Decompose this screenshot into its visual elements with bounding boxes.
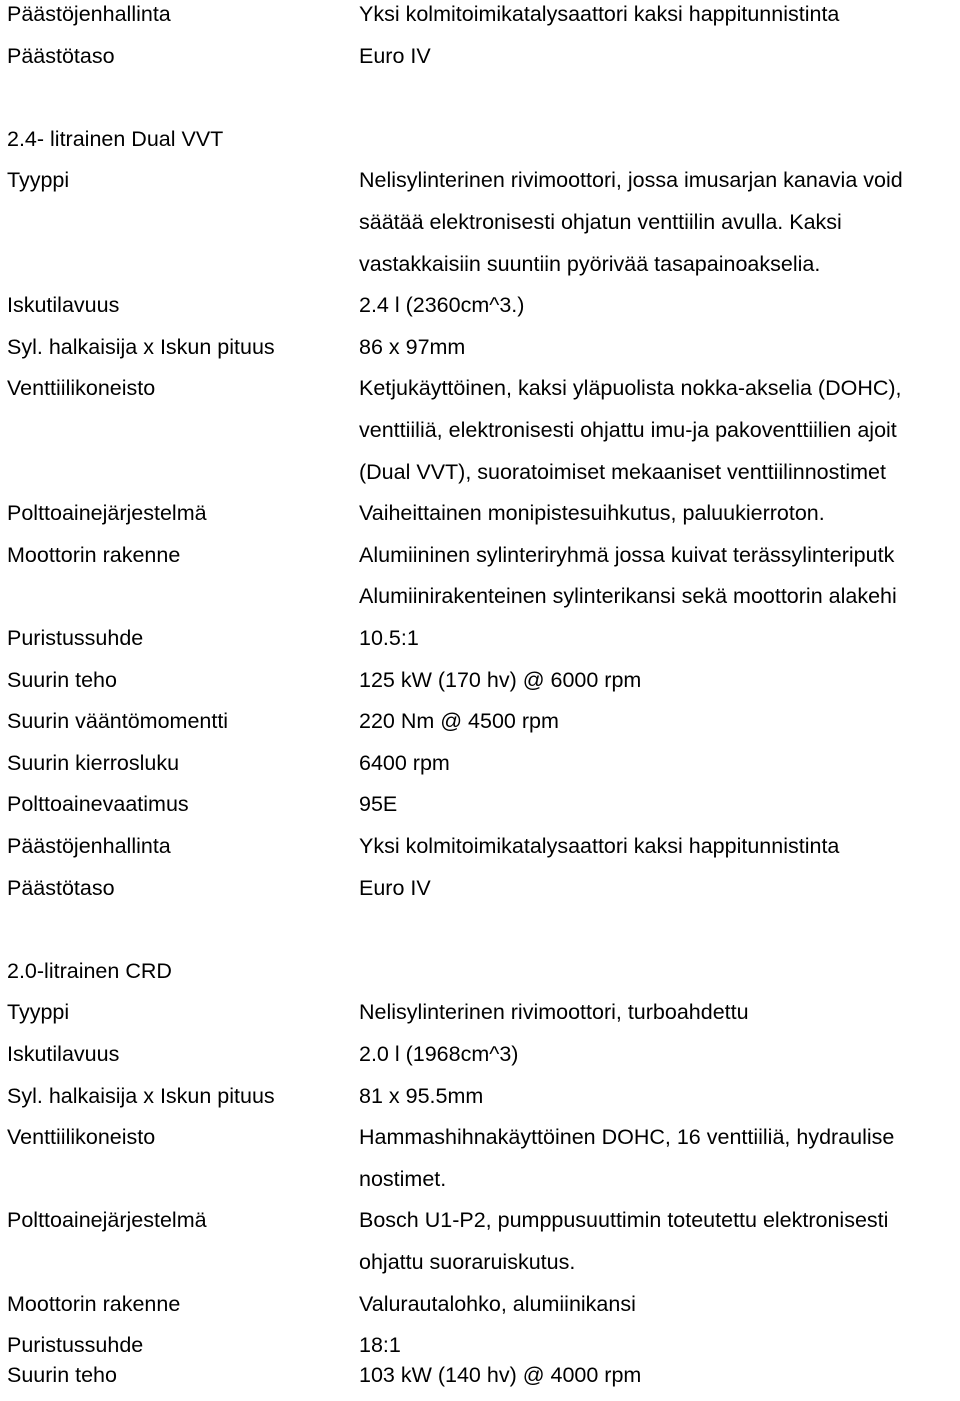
- spec-row-fuel-system: [0, 493, 960, 535]
- spec-label: Syl. halkaisija x Iskun pituus: [7, 1083, 275, 1108]
- spec-value: säätää elektronisesti ohjatun venttiilin avulla. Kaksi: [359, 210, 842, 234]
- spec-value: 220 Nm @ 4500 rpm: [359, 709, 559, 734]
- spec-value: vastakkaisiin suuntiin pyörivää tasapainoakselia.: [359, 251, 821, 276]
- spec-value: Nelisylinterinen rivimoottori, turboahdettu: [359, 1000, 749, 1025]
- spec-value: 86 x 97mm: [359, 334, 466, 359]
- section-heading: 2.0-litrainen CRD: [7, 958, 172, 983]
- spec-value: (Dual VVT), suoratoimiset mekaaniset venttiilinnostimet: [359, 459, 886, 484]
- spec-value: Yksi kolmitoimikatalysaattori kaksi happitunnistinta: [359, 2, 840, 26]
- spec-value: Bosch U1-P2, pumppusuuttimin toteutettu elektronisesti: [359, 1208, 889, 1233]
- spec-value: 10.5:1: [359, 626, 419, 650]
- spec-value: ohjattu suoraruiskutus.: [359, 1250, 576, 1274]
- spec-value: 81 x 95.5mm: [359, 1083, 484, 1108]
- spec-value: Euro IV: [359, 875, 431, 900]
- spec-row-displacement: [0, 285, 960, 327]
- spec-row-torque: [0, 701, 960, 743]
- spec-row-fuel-system-cont: [0, 1242, 960, 1284]
- spec-row-type: [0, 160, 960, 202]
- spec-value: venttiiliä, elektronisesti ohjattu imu-ja pakoventtiilien ajoit: [359, 418, 897, 442]
- section-heading: 2.4- litrainen Dual VVT: [7, 126, 224, 151]
- spec-value: Alumiinirakenteinen sylinterikansi sekä moottorin alakehi: [359, 584, 897, 609]
- spec-row-construction: [0, 1284, 960, 1326]
- spec-value: Valurautalohko, alumiinikansi: [359, 1291, 636, 1316]
- spec-label: Iskutilavuus: [7, 293, 120, 318]
- spec-row-fuel-system: [0, 1200, 960, 1242]
- spec-label: Polttoainejärjestelmä: [7, 501, 207, 526]
- spec-row-power: [0, 1355, 960, 1397]
- spec-value: 18:1: [359, 1333, 401, 1358]
- spec-label: Polttoainevaatimus: [7, 792, 189, 817]
- spec-label: Päästötaso: [7, 43, 115, 68]
- spec-label: Puristussuhde: [7, 1333, 144, 1358]
- spec-row-bore-stroke: [0, 327, 960, 369]
- spec-label: Iskutilavuus: [7, 1042, 120, 1066]
- spec-row-type-cont: [0, 202, 960, 244]
- spec-row-type-cont: [0, 244, 960, 286]
- spec-label: Tyyppi: [7, 168, 70, 193]
- spec-row-displacement: [0, 1034, 960, 1076]
- spec-label: Suurin teho: [7, 1363, 117, 1387]
- spec-row-emission-level: [0, 868, 960, 910]
- spec-label: Puristussuhde: [7, 626, 144, 650]
- spec-label: Venttiilikoneisto: [7, 1125, 156, 1150]
- spec-row-power: [0, 660, 960, 702]
- spec-row-type: [0, 992, 960, 1034]
- spec-row-fuel-requirement: [0, 784, 960, 826]
- spec-row-emission-control: [0, 0, 960, 36]
- spec-row-construction-cont: [0, 576, 960, 618]
- spec-value: Euro IV: [359, 43, 431, 68]
- spec-value: Ketjukäyttöinen, kaksi yläpuolista nokka-akselia (DOHC),: [359, 376, 902, 401]
- spec-value: 95E: [359, 792, 398, 817]
- spec-row-max-rpm: [0, 743, 960, 785]
- spec-row-valvetrain-cont: [0, 452, 960, 494]
- spec-value: 2.0 l (1968cm^3): [359, 1042, 519, 1066]
- spec-value: Alumiininen sylinteriryhmä jossa kuivat terässylinteriputk: [359, 542, 895, 567]
- spec-value: 2.4 l (2360cm^3.): [359, 293, 525, 318]
- spec-value: 125 kW (170 hv) @ 6000 rpm: [359, 667, 642, 692]
- spec-value: 103 kW (140 hv) @ 4000 rpm: [359, 1363, 642, 1387]
- spec-row-valvetrain: [0, 368, 960, 410]
- spec-label: Suurin kierrosluku: [7, 750, 180, 775]
- spec-value: nostimet.: [359, 1166, 447, 1191]
- spec-row-valvetrain: [0, 1117, 960, 1159]
- spec-label: Päästöjenhallinta: [7, 834, 171, 858]
- spec-label: Moottorin rakenne: [7, 1291, 181, 1316]
- spec-row-valvetrain-cont: [0, 410, 960, 452]
- spec-value: Hammashihnakäyttöinen DOHC, 16 venttiiliä, hydraulise: [359, 1125, 895, 1150]
- spec-row-bore-stroke: [0, 1076, 960, 1118]
- spec-row-construction: [0, 535, 960, 577]
- spec-label: Päästötaso: [7, 875, 115, 900]
- spec-value: 6400 rpm: [359, 750, 450, 775]
- spec-label: Suurin vääntömomentti: [7, 709, 229, 734]
- section-heading-20-crd: [0, 951, 960, 993]
- spec-label: Päästöjenhallinta: [7, 2, 171, 26]
- section-heading-24-dual-vvt: [0, 119, 960, 161]
- spec-label: Venttiilikoneisto: [7, 376, 156, 401]
- spec-row-emission-control: [0, 826, 960, 868]
- spec-value: Nelisylinterinen rivimoottori, jossa imusarjan kanavia void: [359, 168, 903, 193]
- spec-label: Suurin teho: [7, 667, 117, 692]
- spec-value: Yksi kolmitoimikatalysaattori kaksi happitunnistinta: [359, 834, 840, 858]
- spec-row-emission-level: [0, 36, 960, 78]
- spec-value: Vaiheittainen monipistesuihkutus, paluukierroton.: [359, 501, 825, 526]
- spec-label: Tyyppi: [7, 1000, 70, 1025]
- spec-label: Polttoainejärjestelmä: [7, 1208, 207, 1233]
- spec-label: Syl. halkaisija x Iskun pituus: [7, 334, 275, 359]
- spec-label: Moottorin rakenne: [7, 542, 181, 567]
- spec-row-compression: [0, 618, 960, 660]
- spec-row-valvetrain-cont: [0, 1159, 960, 1201]
